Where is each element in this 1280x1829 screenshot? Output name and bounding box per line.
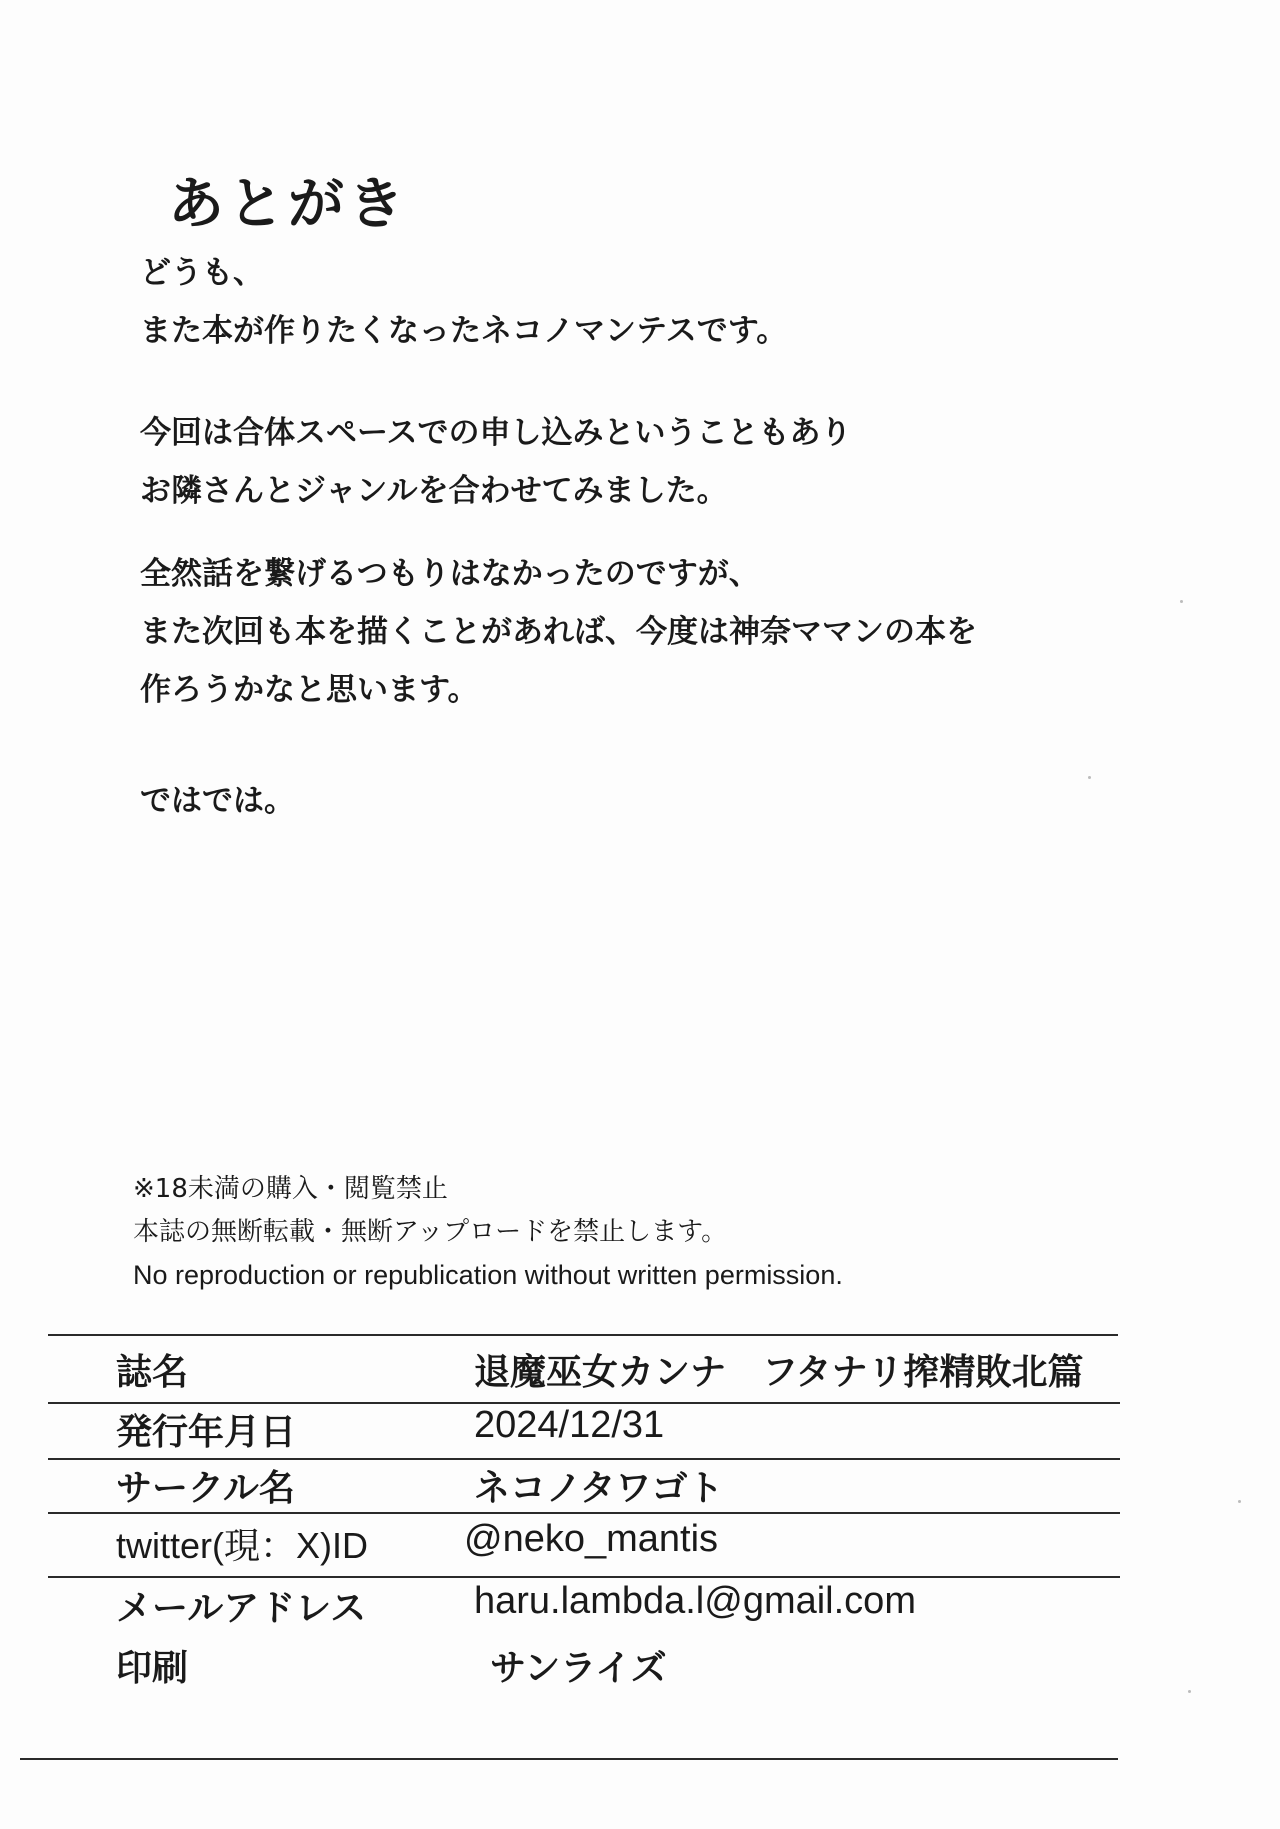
afterword-title: あとがき bbox=[168, 171, 408, 237]
colophon-row-title bbox=[116, 1344, 1156, 1400]
afterword-line: また本が作りたくなったネコノマンテスです。 bbox=[140, 313, 788, 349]
colophon-row-twitter bbox=[116, 1518, 1156, 1574]
afterword-line: 全然話を繋げるつもりはなかったのですが、 bbox=[140, 556, 760, 592]
afterword-line: ではでは。 bbox=[140, 783, 295, 819]
colophon-top-rule bbox=[48, 1334, 1118, 1336]
afterword-paragraph-2 bbox=[140, 404, 851, 520]
age-restriction-notice: ※18未満の購入・閲覧禁止 bbox=[133, 1174, 448, 1204]
colophon-label: 印刷 bbox=[116, 1648, 189, 1689]
colophon-label: サークル名 bbox=[116, 1468, 295, 1509]
colophon-value: 2024/12/31 bbox=[474, 1404, 665, 1446]
afterword-line: どうも、 bbox=[140, 255, 264, 291]
no-upload-notice: 本誌の無断転載・無断アップロードを禁止します。 bbox=[133, 1217, 728, 1247]
colophon-row-printer bbox=[116, 1640, 1156, 1696]
afterword-line: 作ろうかなと思います。 bbox=[140, 672, 479, 708]
scan-speck bbox=[1238, 1500, 1241, 1503]
colophon-bottom-rule bbox=[20, 1758, 1118, 1760]
colophon-label: twitter(現：X)ID bbox=[116, 1525, 369, 1566]
scan-speck bbox=[1188, 1690, 1191, 1693]
colophon-row-divider bbox=[48, 1576, 1120, 1578]
colophon-row-date bbox=[116, 1404, 1156, 1460]
colophon-value: haru.lambda.l@gmail.com bbox=[474, 1580, 916, 1622]
colophon-value: 退魔巫女カンナ フタナリ搾精敗北篇 bbox=[474, 1352, 1084, 1393]
afterword-line: また次回も本を描くことがあれば、今度は神奈ママンの本を bbox=[140, 614, 977, 650]
afterword-line: 今回は合体スペースでの申し込みということもあり bbox=[140, 415, 852, 451]
english-notice: No reproduction or republication without written permission. bbox=[133, 1260, 843, 1290]
legal-notice bbox=[133, 1168, 843, 1297]
colophon-row-circle bbox=[116, 1460, 1156, 1516]
colophon-row-email bbox=[116, 1580, 1156, 1636]
scan-speck bbox=[1180, 600, 1183, 603]
colophon-value: ネコノタワゴト bbox=[474, 1467, 724, 1509]
afterword-line: お隣さんとジャンルを合わせてみました。 bbox=[140, 473, 728, 509]
scan-speck bbox=[1088, 776, 1091, 779]
afterword-paragraph-4 bbox=[140, 772, 295, 830]
colophon-label: メールアドレス bbox=[116, 1587, 367, 1629]
afterword-paragraph-3 bbox=[140, 545, 977, 719]
colophon-label: 発行年月日 bbox=[116, 1412, 297, 1453]
colophon-value: サンライズ bbox=[490, 1647, 667, 1689]
afterword-paragraph-1 bbox=[140, 244, 787, 360]
colophon-label: 誌名 bbox=[116, 1352, 189, 1393]
colophon-value: @neko_mantis bbox=[464, 1518, 719, 1560]
